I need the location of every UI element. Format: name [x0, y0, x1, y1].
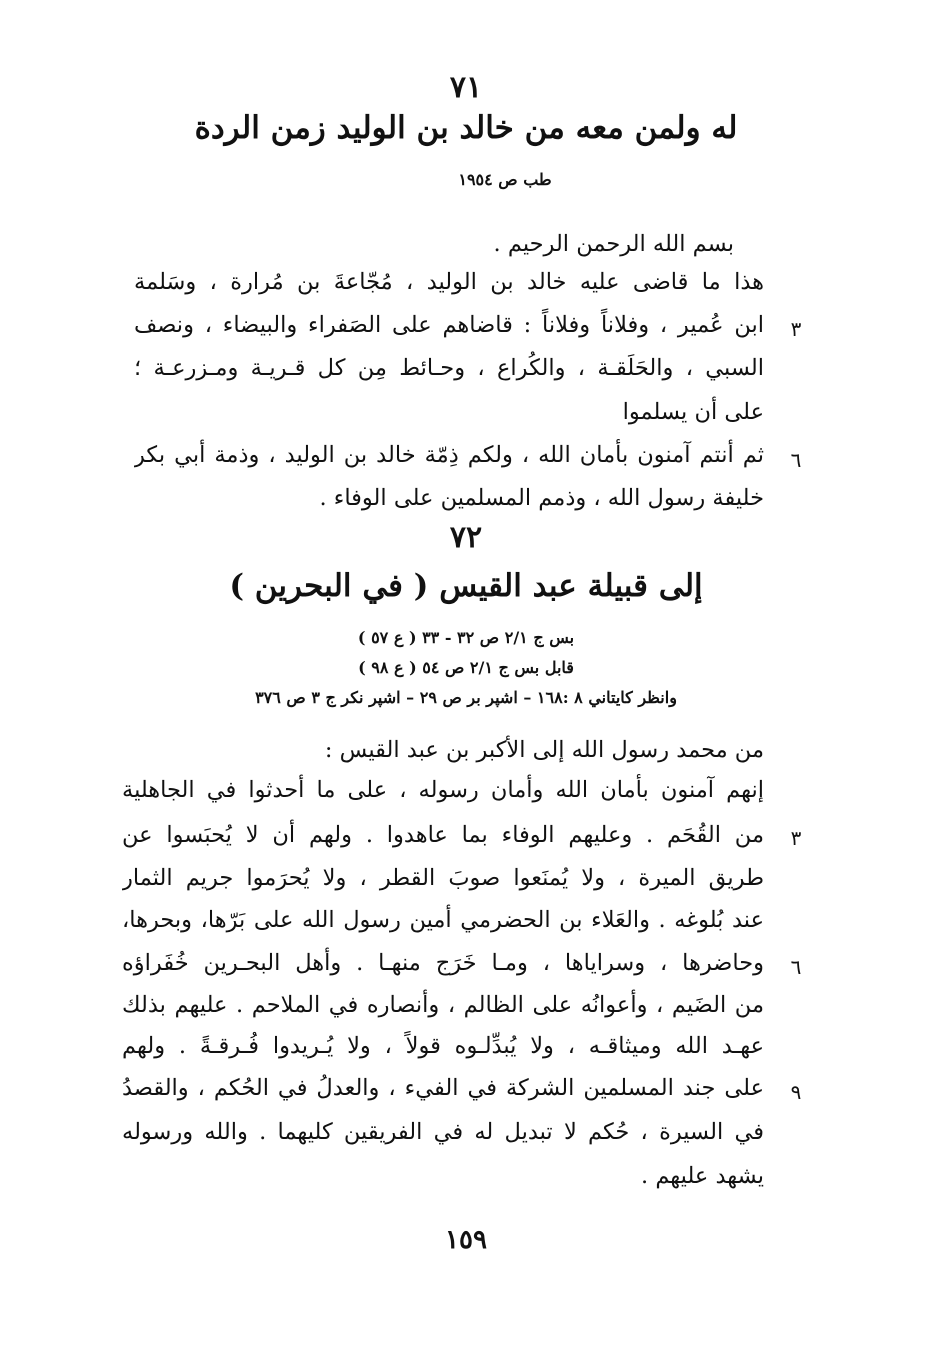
doc72-line-4: طريق الميرة ، ولا يُمنَعوا صوبَ القطر ، ولا يُحرَموا جريم الثمار — [122, 865, 764, 891]
doc71-line-6: ثم أنتم آمنون بأمان الله ، ولكم ذِمّة خالد بن الوليد ، وذمة أبي بكر — [134, 442, 764, 468]
doc71-line-2: هذا ما قاضى عليه خالد بن الوليد ، مُجّاعةَ بن مُرارة ، وسَلمة — [134, 269, 764, 295]
doc72-line-11: يشهد عليهم . — [641, 1163, 764, 1189]
document-72-source-2: قابل بس ج ٢/١ ص ٥٤ ( ع ٩٨ ) — [358, 658, 574, 677]
doc71-line-7: خليفة رسول الله ، وذمم المسلمين على الوفاء . — [319, 485, 764, 511]
doc72-line-number-3: ٣ — [790, 826, 802, 850]
doc71-line-number-3: ٣ — [790, 317, 802, 341]
doc72-line-2: إنهم آمنون بأمان الله وأمان رسوله ، على ما أحدثوا في الجاهلية — [122, 777, 764, 803]
doc72-line-1: من محمد رسول الله إلى الأكبر بن عبد القيس : — [324, 737, 764, 763]
document-72-source-3: وانظر كايتاني ٨ :١٦٨ – اشپر بر ص ٢٩ – اشپر نكر ج ٣ ص ٣٧٦ — [255, 688, 677, 707]
document-71-number: ٧١ — [449, 70, 483, 105]
doc72-line-8: عهـد الله وميثاقـه ، ولا يُبدِّلـوه قولاً ، ولا يُـريدوا فُـرقـةً . ولهم — [122, 1033, 764, 1059]
doc72-line-3: من القُحَم . وعليهم الوفاء بما عاهدوا . ولهم أن لا يُحبَسوا عن — [122, 822, 764, 848]
doc72-line-number-9: ٩ — [790, 1080, 802, 1104]
document-72-title: إلى قبيلة عبد القيس ( في البحرين ) — [229, 568, 703, 604]
doc72-line-9: على جند المسلمين الشركة في الفيء ، والعدلُ في الحُكم ، والقصدُ — [122, 1075, 764, 1101]
doc72-line-10: في السيرة ، حُكم لا تبديل له في الفريقين كليهما . والله ورسوله — [122, 1119, 764, 1145]
doc71-line-number-6: ٦ — [790, 448, 802, 472]
document-72-source-1: بس ج ٢/١ ص ٣٢ - ٣٣ ( ع ٥٧ ) — [357, 628, 575, 647]
doc72-line-5: عند بُلوغه . والعَلاء بن الحضرمي أمين رسول الله على بَرّها، وبحرها، — [122, 907, 764, 933]
doc71-line-1: بسم الله الرحمن الرحيم . — [493, 231, 734, 257]
page-number: ١٥٩ — [445, 1225, 487, 1255]
doc71-line-4: السبي ، والحَلَقـة ، والكُراع ، وحـائط مِن كل قـريـة ومـزرعـة ؛ — [134, 355, 764, 381]
doc71-line-3: ابن عُمير ، وفلاناً وفلاناً : قاضاهم على الصَفراء والبيضاء ، ونصف — [134, 312, 764, 338]
document-71-source: طب ص ١٩٥٤ — [458, 170, 552, 189]
document-72-number: ٧٢ — [449, 520, 483, 555]
document-71-title: له ولمن معه من خالد بن الوليد زمن الردة — [194, 110, 738, 146]
doc71-line-5: على أن يسلموا — [622, 399, 764, 425]
doc72-line-number-6: ٦ — [790, 955, 802, 979]
doc72-line-7: من الضَيم ، وأعوانُه على الظالم ، وأنصاره في الملاحم . عليهم بذلك — [122, 992, 764, 1018]
doc72-line-6: وحاضرها ، وسراياها ، ومـا خَرَج منهـا . وأهل البحـرين خُفَراؤه — [122, 950, 764, 976]
